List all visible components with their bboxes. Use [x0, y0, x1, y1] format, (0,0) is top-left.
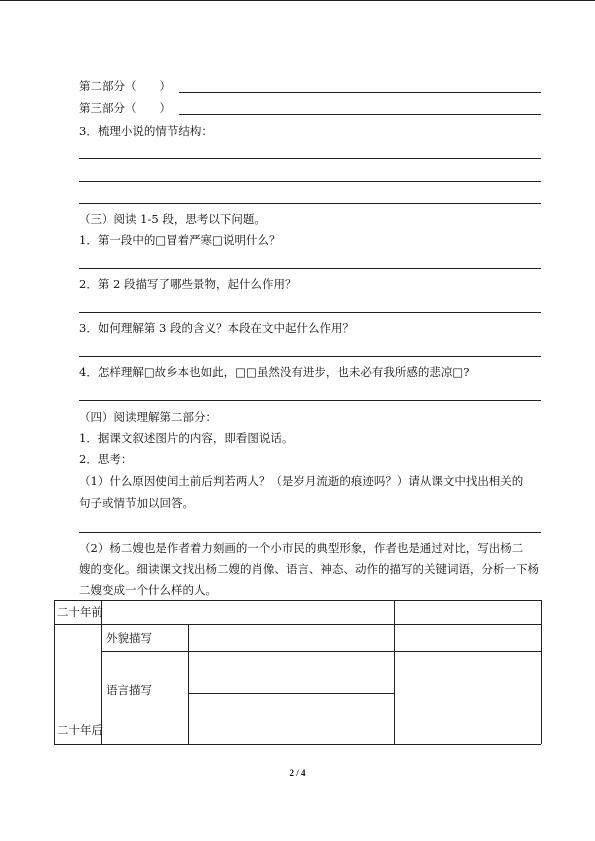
table-rule: [54, 600, 541, 601]
page-number: 2 / 4: [289, 768, 306, 778]
section4-question-2-2-line1: （2）杨二嫂也是作者着力刻画的一个小市民的典型形象，作者也是通过对比，写出杨二: [79, 541, 524, 555]
table-rule: [188, 624, 189, 744]
table-rule: [54, 624, 541, 625]
part3-answer-line[interactable]: [179, 114, 541, 115]
part2-label: 第二部分（ ）: [79, 79, 171, 93]
answer-line[interactable]: [79, 181, 541, 182]
section3-question-2: 2．第 2 段描写了哪些景物，起什么作用？: [79, 277, 297, 291]
part2-answer-line[interactable]: [179, 92, 541, 93]
section3-question-1: 1．第一段中的□冒着严寒□说明什么？: [79, 233, 281, 247]
table-rule: [394, 600, 395, 744]
section4-question-2-2-line2: 嫂的变化。细读课文找出杨二嫂的肖像、语言、神态、动作的描写的关键词语，分析一下杨: [79, 562, 539, 576]
table-cell-speech: 语言描写: [106, 683, 152, 697]
section4-question-1: 1．据课文叙述图片的内容，即看图说话。: [79, 431, 294, 445]
answer-line[interactable]: [79, 356, 541, 357]
answer-line[interactable]: [79, 268, 541, 269]
table-rule: [54, 744, 541, 745]
plot-structure-question: 3．梳理小说的情节结构：: [79, 124, 213, 138]
part3-label: 第三部分（ ）: [79, 101, 171, 115]
answer-line[interactable]: [79, 203, 541, 204]
table-cell-appearance: 外貌描写: [106, 631, 152, 645]
section4-heading: （四）阅读理解第二部分：: [79, 410, 217, 424]
answer-line[interactable]: [79, 158, 541, 159]
section3-question-4: 4．怎样理解□故乡本也如此，□□虽然没有进步，也未必有我所感的悲凉□?: [79, 365, 470, 379]
table-rule: [54, 600, 55, 744]
table-rule: [541, 600, 542, 744]
table-cell-before: 二十年前: [57, 605, 103, 619]
table-rule: [101, 651, 541, 652]
section4-question-2-1-line1: （1）什么原因使闰土前后判若两人？（是岁月流逝的痕迹吗？）请从课文中找出相关的: [79, 474, 524, 488]
section4-question-2: 2．思考：: [79, 452, 133, 466]
section4-question-2-1-line2: 句子或情节加以回答。: [79, 496, 194, 510]
table-cell-after: 二十年后: [57, 723, 103, 737]
answer-line[interactable]: [79, 312, 541, 313]
section3-question-3: 3．如何理解第 3 段的含义？本段在文中起什么作用？: [79, 321, 354, 335]
page-top-border: [0, 0, 595, 1]
section3-heading: （三）阅读 1-5 段，思考以下问题。: [79, 212, 266, 226]
table-rule: [188, 693, 394, 694]
answer-line[interactable]: [79, 400, 541, 401]
section4-question-2-2-line3: 二嫂变成一个什么样的人。: [79, 583, 217, 597]
answer-line[interactable]: [79, 532, 541, 533]
